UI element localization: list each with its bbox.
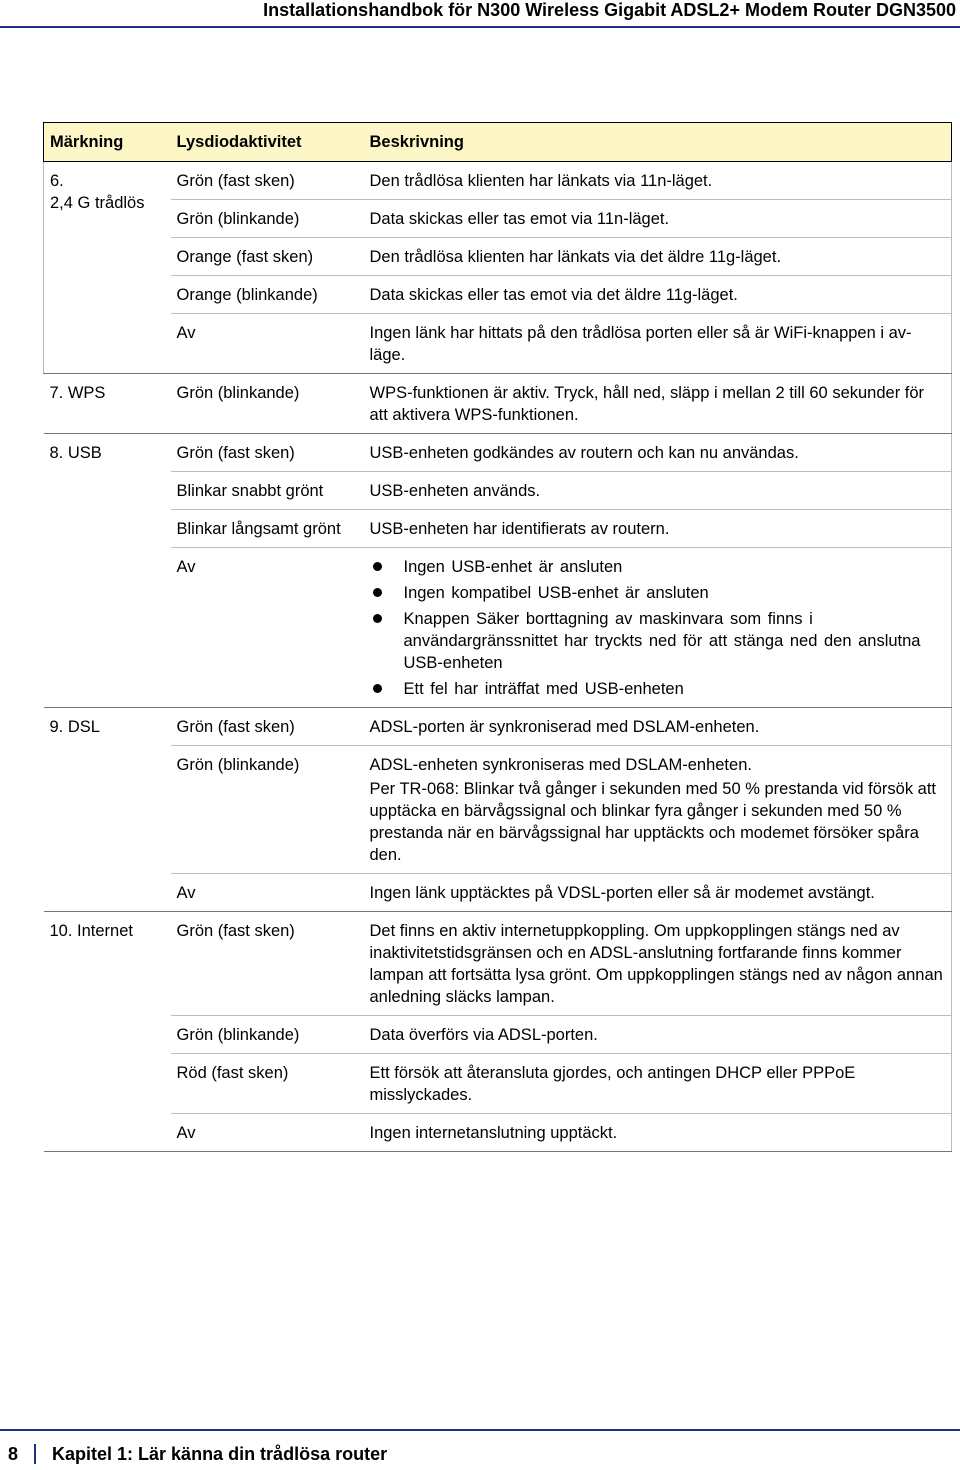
table-row [44,1114,952,1152]
description-cell: WPS-funktionen är aktiv. Tryck, håll ned, släpp i mellan 2 till 60 sekunder för att aktivera WPS-funktionen. [364,374,952,434]
description-cell: Den trådlösa klienten har länkats via det äldre 11g-läget. [364,238,952,276]
header-rule [0,26,960,28]
table-row [44,162,952,200]
description-cell: Ingen länk har hittats på den trådlösa porten eller så är WiFi-knappen i av-läge. [364,314,952,374]
activity-cell: Av [171,1114,364,1152]
footer-rule [0,1429,960,1431]
activity-cell: Grön (fast sken) [171,708,364,746]
column-header-description: Beskrivning [364,123,952,162]
table-row [44,374,952,434]
bullet-item [370,556,946,578]
table-row [44,708,952,746]
table-row [44,200,952,238]
activity-cell: Blinkar långsamt grönt [171,510,364,548]
table-row [44,912,952,1016]
column-header-activity: Lysdiodaktivitet [171,123,364,162]
bullet-item [370,678,946,700]
description-cell: Data överförs via ADSL-porten. [364,1016,952,1054]
bullet-text: Ett fel har inträffat med USB-enheten [403,680,684,698]
page-header-title: Installationshandbok för N300 Wireless Gigabit ADSL2+ Modem Router DGN3500 [263,0,956,20]
table-row [44,1054,952,1114]
marking-cell: 9. DSL [44,708,171,912]
activity-cell: Av [171,314,364,374]
bullet-text: Ingen USB-enhet är ansluten [403,558,623,576]
bullet-text: Ingen kompatibel USB-enhet är ansluten [403,584,709,602]
table-row [44,472,952,510]
description-paragraph: Per TR-068: Blinkar två gånger i sekunden med 50 % prestanda vid försök att upptäcka en bärvågssignal och blinkar fyra gånger i sekunden med 50 % prestanda när en bärvågssignal har upptäckts och modemet försöker spåra den. [369,780,937,864]
description-cell: Den trådlösa klienten har länkats via 11n-läget. [364,162,952,200]
led-table [43,122,952,1152]
bullet-item [370,608,946,674]
marking-cell: 10. Internet [44,912,171,1152]
bullet-text: Knappen Säker borttagning av maskinvara som finns i användargränssnittet har tryckts ned för att stänga ned den anslutna USB-enheten [403,610,921,672]
description-cell: USB-enheten godkändes av routern och kan nu användas. [364,434,952,472]
description-cell: Ingen internetanslutning upptäckt. [364,1114,952,1152]
chapter-title: Kapitel 1: Lär känna din trådlösa router [52,1444,388,1464]
table-row [44,434,952,472]
marking-cell: 6. 2,4 G trådlös [44,162,171,374]
bullet-icon [373,588,382,597]
bullet-icon [373,562,382,571]
bullet-item [370,582,946,604]
table-row [44,874,952,912]
activity-cell: Grön (blinkande) [171,746,364,874]
activity-cell: Grön (blinkande) [171,374,364,434]
activity-cell: Av [171,548,364,708]
table-row [44,314,952,374]
table-row [44,276,952,314]
column-header-marking: Märkning [44,123,171,162]
page-number: 8 [8,1444,19,1464]
footer-separator [34,1444,36,1464]
description-cell: USB-enheten har identifierats av routern. [364,510,952,548]
table-row [44,548,952,708]
activity-cell: Orange (blinkande) [171,276,364,314]
description-cell [364,746,952,874]
description-cell: Ingen länk upptäcktes på VDSL-porten eller så är modemet avstängt. [364,874,952,912]
activity-cell: Grön (fast sken) [171,912,364,1016]
marking-cell: 7. WPS [44,374,171,434]
table-header-row [44,123,952,162]
activity-cell: Grön (fast sken) [171,162,364,200]
table-row [44,238,952,276]
table-row [44,1016,952,1054]
description-cell: ADSL-porten är synkroniserad med DSLAM-enheten. [364,708,952,746]
activity-cell: Blinkar snabbt grönt [171,472,364,510]
activity-cell: Grön (fast sken) [171,434,364,472]
activity-cell: Av [171,874,364,912]
bullet-list [370,556,946,700]
description-cell: USB-enheten används. [364,472,952,510]
table-body [44,162,952,1152]
activity-cell: Röd (fast sken) [171,1054,364,1114]
description-cell [364,548,952,708]
marking-cell: 8. USB [44,434,171,708]
table-row [44,746,952,874]
description-cell: Det finns en aktiv internetuppkoppling. Om uppkopplingen stängs ned av inaktivitetstidsgränsen och en ADSL-anslutning fortfarande finns kommer lampan att fortsätta lysa grönt. Om uppkopplingen stängs ned av någon annan anledning släcks lampan. [364,912,952,1016]
bullet-icon [373,684,382,693]
description-cell: Data skickas eller tas emot via det äldre 11g-läget. [364,276,952,314]
activity-cell: Grön (blinkande) [171,200,364,238]
page-footer [8,1443,387,1465]
description-cell: Ett försök att återansluta gjordes, och antingen DHCP eller PPPoE misslyckades. [364,1054,952,1114]
bullet-icon [373,614,382,623]
activity-cell: Grön (blinkande) [171,1016,364,1054]
activity-cell: Orange (fast sken) [171,238,364,276]
description-cell: Data skickas eller tas emot via 11n-läget. [364,200,952,238]
table-row [44,510,952,548]
description-paragraph: ADSL-enheten synkroniseras med DSLAM-enheten. [369,756,752,774]
